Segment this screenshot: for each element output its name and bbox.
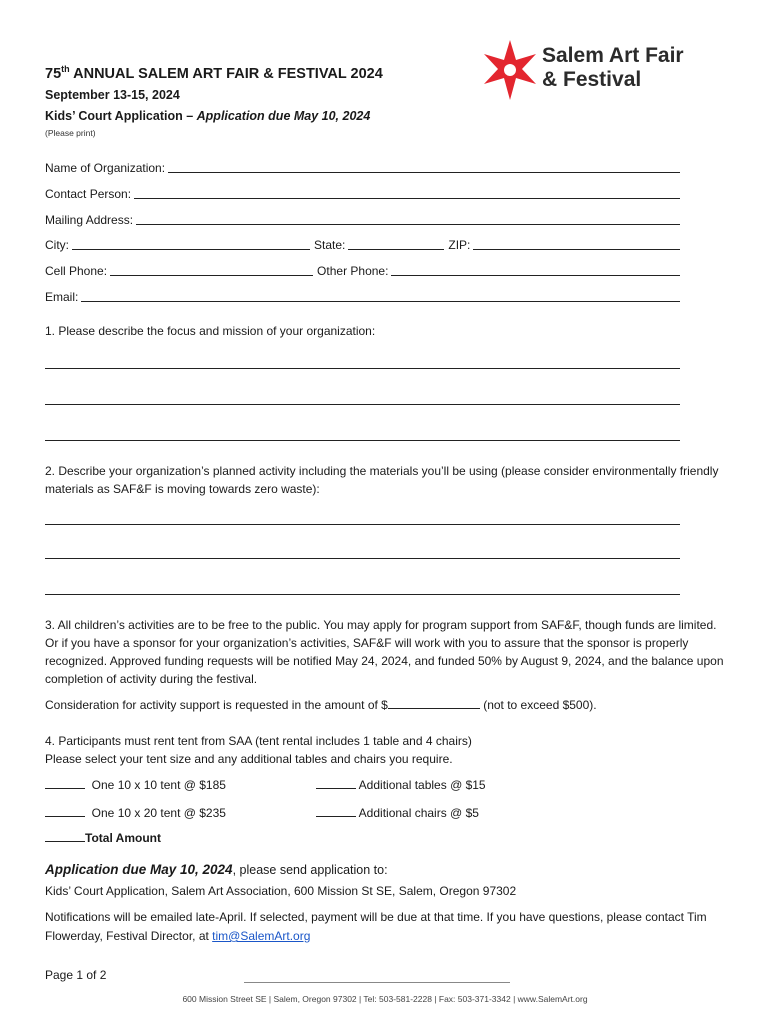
additional-tables-qty[interactable] xyxy=(316,776,356,789)
contact-person-field[interactable]: Contact Person: xyxy=(45,183,680,201)
tent-10x10-option: One 10 x 10 tent @ $185 xyxy=(45,776,226,792)
form-title: 75th ANNUAL SALEM ART FAIR & FESTIVAL 2024 xyxy=(45,64,383,82)
question-2: 2. Describe your organization’s planned activity including the materials you’ll be using (please consider environmentally friendly materials as SAF&F is moving towards zero waste): xyxy=(45,464,719,496)
tent-10x20-qty[interactable] xyxy=(45,804,85,817)
footer-divider xyxy=(244,982,510,983)
application-subtitle: Kids’ Court Application – Application due May 10, 2024 xyxy=(45,109,371,123)
tent-10x20-option: One 10 x 20 tent @ $235 xyxy=(45,804,226,820)
cell-phone-field[interactable] xyxy=(110,262,313,276)
festival-logo xyxy=(480,36,722,106)
answer-line[interactable] xyxy=(45,594,680,595)
additional-tables-option: Additional tables @ $15 xyxy=(316,776,486,792)
tent-10x10-qty[interactable] xyxy=(45,776,85,789)
email-field[interactable]: Email: xyxy=(45,286,680,304)
additional-chairs-option: Additional chairs @ $5 xyxy=(316,804,479,820)
mailing-address-field[interactable]: Mailing Address: xyxy=(45,209,680,227)
answer-line[interactable] xyxy=(45,558,680,559)
total-amount-field[interactable] xyxy=(45,829,85,842)
star-logo-icon xyxy=(480,36,540,106)
city-state-zip-row xyxy=(45,234,680,252)
total-amount-row: Total Amount xyxy=(45,829,161,845)
zip-field[interactable] xyxy=(473,236,680,250)
question-4-line-2: Please select your tent size and any additional tables and chairs you require. xyxy=(45,752,453,766)
question-3: 3. All children’s activities are to be free to the public. You may apply for program support from SAF&F, though funds are limited. Or if you have a sponsor for your organization’s activities, SAF&F will work with you to assure that the sponsor is properly recognized. Approved funding requests will be notified May 24, 2024, and funded 50% by August 9, 2024, and the balance upon completion of activity during the festival. xyxy=(45,618,724,686)
mailing-instructions: Kids’ Court Application, Salem Art Association, 600 Mission St SE, Salem, Oregon 97302 xyxy=(45,884,517,898)
state-field[interactable] xyxy=(348,236,444,250)
question-1: 1. Please describe the focus and mission of your organization: xyxy=(45,324,376,338)
zip-label: ZIP: xyxy=(448,238,471,252)
phone-row xyxy=(45,260,680,278)
event-dates: September 13-15, 2024 xyxy=(45,88,180,102)
notification-paragraph: Notifications will be emailed late-April. If selected, payment will be due at that time. If you have questions, please contact Tim Flowerday, Festival Director, at tim@SalemArt.org xyxy=(45,910,707,943)
organization-name-field[interactable]: Name of Organization: xyxy=(45,157,680,175)
cell-phone-label: Cell Phone: xyxy=(45,264,108,278)
answer-line[interactable] xyxy=(45,404,680,405)
other-phone-field[interactable] xyxy=(391,262,680,276)
footer-contact-info: 600 Mission Street SE | Salem, Oregon 97302 | Tel: 503-581-2228 | Fax: 503-371-3342 | www.SalemArt.org xyxy=(182,994,588,1004)
additional-chairs-qty[interactable] xyxy=(316,804,356,817)
contact-email-link[interactable]: tim@SalemArt.org xyxy=(212,929,311,943)
question-4-line-1: 4. Participants must rent tent from SAA (tent rental includes 1 table and 4 chairs) xyxy=(45,734,472,748)
answer-line[interactable] xyxy=(45,368,680,369)
answer-line[interactable] xyxy=(45,440,680,441)
state-label: State: xyxy=(314,238,346,252)
city-field[interactable] xyxy=(72,236,310,250)
city-label: City: xyxy=(45,238,69,252)
logo-wordmark: Salem Art Fair & Festival xyxy=(542,44,684,91)
application-due-line: Application due May 10, 2024, please send application to: xyxy=(45,862,388,877)
please-print-note: (Please print) xyxy=(45,128,96,138)
other-phone-label: Other Phone: xyxy=(317,264,389,278)
page-number: Page 1 of 2 xyxy=(45,968,107,982)
support-amount-field[interactable] xyxy=(388,696,480,709)
answer-line[interactable] xyxy=(45,524,680,525)
support-amount-row: Consideration for activity support is requested in the amount of $ (not to exceed $500). xyxy=(45,698,597,712)
